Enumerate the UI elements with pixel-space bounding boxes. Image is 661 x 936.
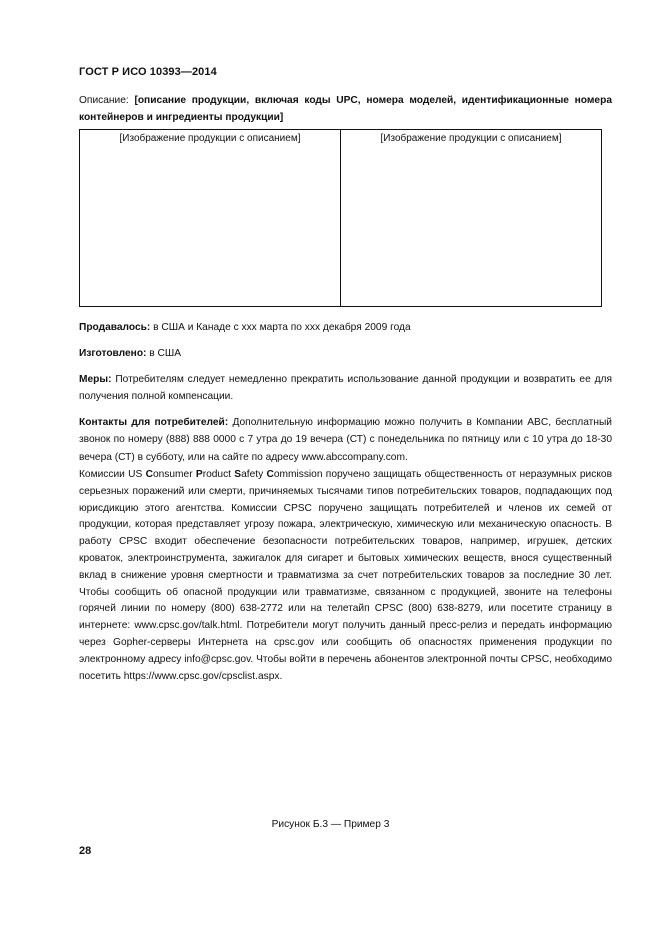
manufactured-paragraph	[79, 345, 612, 362]
product-image-right-placeholder: [Изображение продукции с описанием]	[380, 133, 562, 144]
cpsc-initial-c1: C	[145, 469, 153, 480]
sold-label: Продавалось:	[79, 322, 151, 333]
manufactured-label: Изготовлено:	[79, 348, 147, 359]
contacts-text: Дополнительную информацию можно получить в Компании ABC, бесплатный звонок по номеру (888) 888 0000 с 7 утра до 19 вечера (СТ) с понедельника по пятницу или с 10 утра до 18-30 вечера (СТ) в субботу, или на сайте по адресу www.abccompany.com.	[79, 417, 612, 463]
cpsc-initial-p: P	[195, 469, 203, 480]
document-header: ГОСТ Р ИСО 10393—2014	[79, 66, 217, 78]
measures-paragraph	[79, 371, 612, 406]
measures-label: Меры:	[79, 374, 112, 385]
cpsc-word-safety: afety	[241, 469, 267, 480]
description-label: Описание:	[79, 95, 129, 106]
measures-text: Потребителям следует немедленно прекратить использование данной продукции и возвратить ее для получения полной компенсации.	[79, 374, 612, 403]
cpsc-text: поручено защищать общественность от неразумных рисков серьезных поражений или смерти, причиняемых тысячами типов потребительских товаров, подпадающих под юрисдикцию этого агентства. Комиссии CPSC поручено защищать потребителей и членов их семей от продукции, которая представляет угрозу пожара, электрическую, химическую или механическую опасность. В работу CPSC входит обеспечение безопасности потребительских товаров, например, игрушек, детских кроваток, электроинструмента, зажигалок для сигарет и бытовых химических веществ, внося существенный вклад в снижение уровня смертности и травматизма за счет потребительских товаров за последние 30 лет. Чтобы сообщить об опасной продукции или травматизме, связанном с продукцией, звоните на телефоны горячей линии по номеру (800) 638-2772 или на телетайп CPSC (800) 638-8279, или посетите страницу в интернете: www.cpsc.gov/talk.html. Потребители могут получить данный пресс-релиз и передать информацию через Gopher-серверы Интернета на cpsc.gov или сообщить об опасностях применения продукции по электронному адресу info@cpsc.gov. Чтобы войти в перечень абонентов электронной почты CPSC, необходимо посетить https://www.cpsc.gov/cpsclist.aspx.	[79, 469, 612, 682]
product-image-right	[341, 130, 601, 306]
cpsc-word-product: roduct	[202, 469, 235, 480]
contacts-label: Контакты для потребителей:	[79, 417, 229, 428]
contacts-paragraph	[79, 414, 612, 466]
product-image-left	[80, 130, 341, 306]
description-text: [описание продукции, включая коды UPC, номера моделей, идентификационные номера контейнеров и ингредиенты продукции]	[79, 95, 612, 124]
figure-caption: Рисунок Б.3 — Пример 3	[271, 819, 390, 830]
sold-text: в США и Канаде с ххх марта по ххх декабря 2009 года	[153, 322, 411, 333]
description-paragraph	[79, 92, 612, 127]
cpsc-paragraph	[79, 467, 612, 685]
cpsc-initial-s: S	[234, 469, 242, 480]
cpsc-prefix: Комиссии US	[79, 469, 146, 480]
cpsc-word-consumer: onsumer	[152, 469, 196, 480]
manufactured-text: в США	[149, 348, 182, 359]
product-image-left-placeholder: [Изображение продукции с описанием]	[119, 133, 301, 144]
sold-paragraph	[79, 319, 612, 336]
cpsc-word-commission: ommission	[273, 469, 323, 480]
product-image-box	[79, 129, 602, 307]
page-number: 28	[79, 845, 92, 857]
cpsc-initial-c2: C	[266, 469, 274, 480]
